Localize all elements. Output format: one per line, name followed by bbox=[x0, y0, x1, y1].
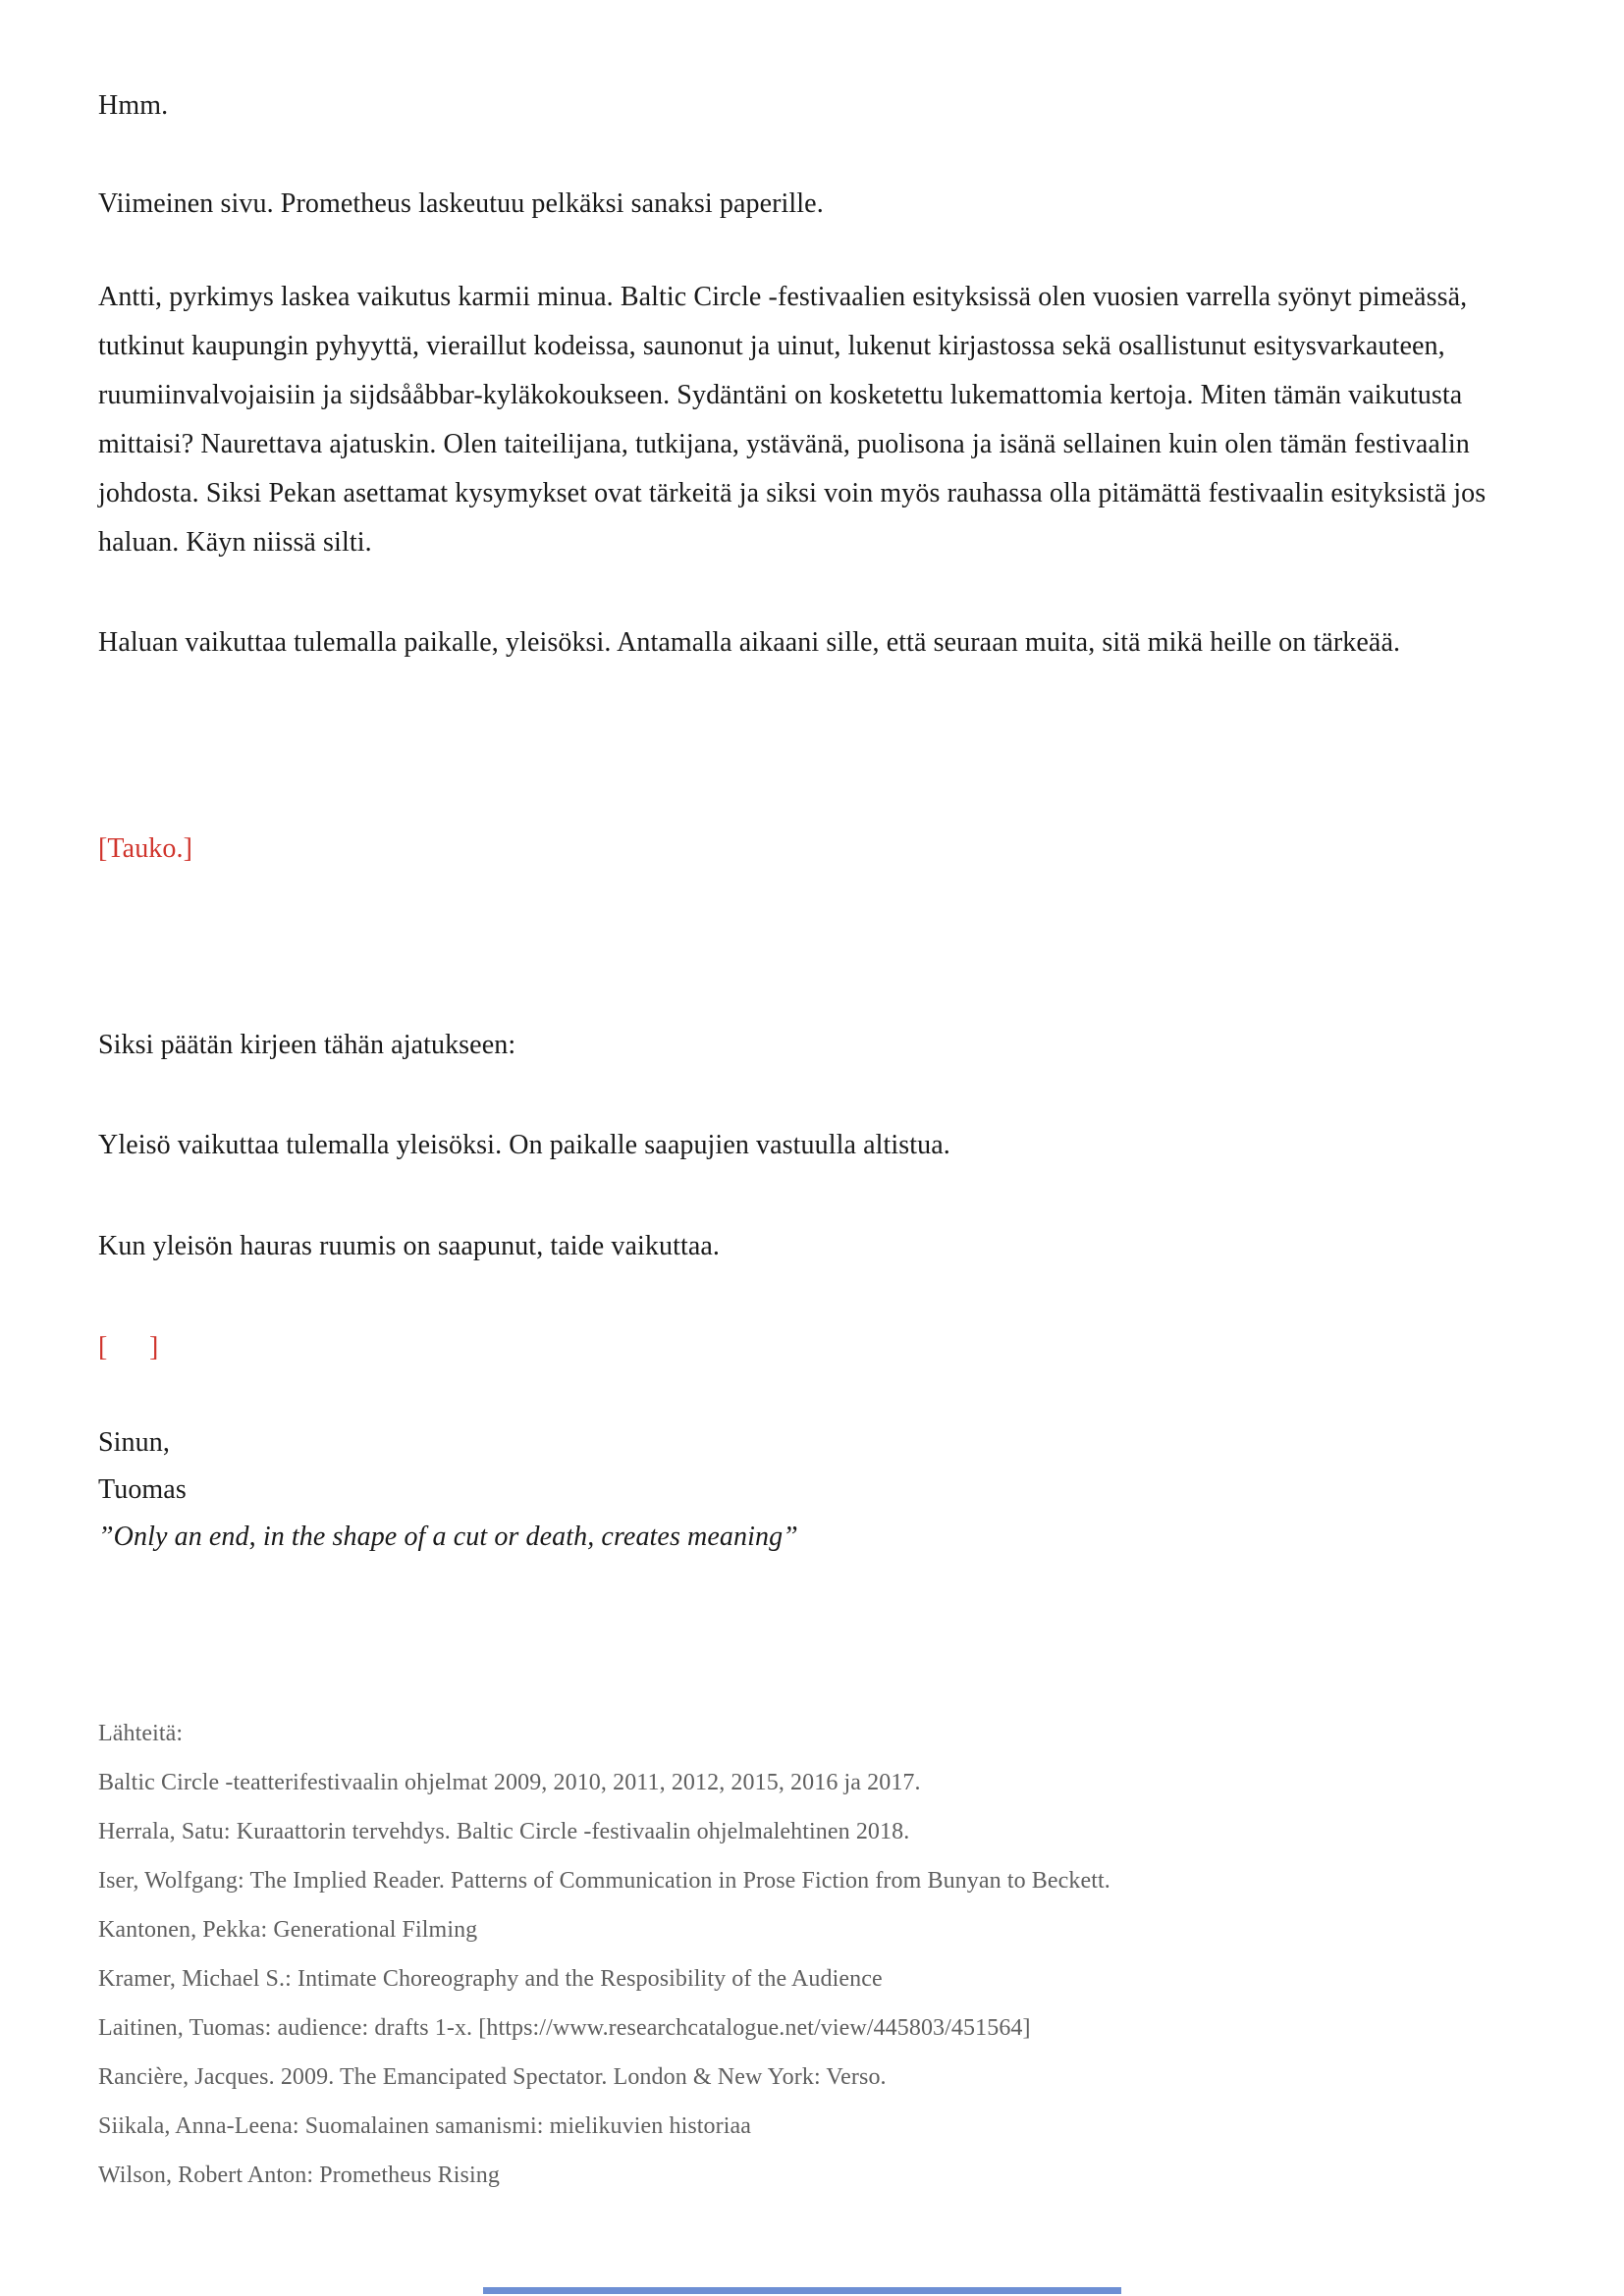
paragraph-viimeinen-sivu: Viimeinen sivu. Prometheus laskeutuu pelkäksi sanaksi paperille. bbox=[98, 188, 824, 219]
source-item: Laitinen, Tuomas: audience: drafts 1-x. [https://www.researchcatalogue.net/view/445803/451564] bbox=[98, 2015, 1031, 2041]
paragraph-hmm: Hmm. bbox=[98, 90, 169, 121]
paragraph-kun-yleison: Kun yleisön hauras ruumis on saapunut, taide vaikuttaa. bbox=[98, 1231, 721, 1261]
closing-quote: ”Only an end, in the shape of a cut or death, creates meaning” bbox=[98, 1522, 798, 1552]
bottom-blue-bar bbox=[483, 2287, 1121, 2294]
source-item: Baltic Circle -teatterifestivaalin ohjelmat 2009, 2010, 2011, 2012, 2015, 2016 ja 2017. bbox=[98, 1770, 921, 1795]
signoff-tuomas: Tuomas bbox=[98, 1474, 187, 1505]
paragraph-main-body: Antti, pyrkimys laskea vaikutus karmii minua. Baltic Circle -festivaalien esityksissä olen vuosien varrella syönyt pimeässä, tutkinut kaupungin pyhyyttä, vieraillut kodeissa, saunonut ja uinut, lukenut kirjastossa sekä osallistunut esitysvarkauteen, ruumiinvalvojaisiin ja sijdsååbbar-kyläkokoukseen. Sydäntäni on kosketettu lukemattomia kertoja. Miten tämän vaikutusta mittaisi? Naurettava ajatuskin. Olen taiteilijana, tutkijana, ystävänä, puolisona ja isänä sellainen kuin olen tämän festivaalin johdosta. Siksi Pekan asettamat kysymykset ovat tärkeitä ja siksi voin myös rauhassa olla pitämättä festivaalin esityksistä jos haluan. Käyn niissä silti. bbox=[98, 282, 1487, 558]
paragraph-haluan-vaikuttaa: Haluan vaikuttaa tulemalla paikalle, yleisöksi. Antamalla aikaani sille, että seuraan muita, sitä mikä heille on tärkeää. bbox=[98, 627, 1401, 658]
source-item: Siikala, Anna-Leena: Suomalainen samanismi: mielikuvien historiaa bbox=[98, 2113, 752, 2139]
source-item: Iser, Wolfgang: The Implied Reader. Patterns of Communication in Prose Fiction from Bunyan to Beckett. bbox=[98, 1868, 1110, 1894]
signoff-sinun: Sinun, bbox=[98, 1427, 170, 1458]
pause-marker: [Tauko.] bbox=[98, 833, 193, 864]
paragraph-siksi-paatan: Siksi päätän kirjeen tähän ajatukseen: bbox=[98, 1030, 516, 1060]
signoff-block bbox=[98, 1419, 1542, 1561]
source-item: Wilson, Robert Anton: Prometheus Rising bbox=[98, 2163, 500, 2188]
source-item: Herrala, Satu: Kuraattorin tervehdys. Baltic Circle -festivaalin ohjelmalehtinen 2018. bbox=[98, 1819, 910, 1844]
source-item: Kantonen, Pekka: Generational Filming bbox=[98, 1917, 478, 1943]
sources-heading: Lähteitä: bbox=[98, 1721, 184, 1746]
sources-section bbox=[98, 1709, 1542, 2200]
empty-bracket-marker: [ ] bbox=[98, 1332, 159, 1362]
source-item: Rancière, Jacques. 2009. The Emancipated Spectator. London & New York: Verso. bbox=[98, 2064, 887, 2090]
source-item: Kramer, Michael S.: Intimate Choreography and the Resposibility of the Audience bbox=[98, 1966, 883, 1992]
paragraph-yleiso-vaikuttaa: Yleisö vaikuttaa tulemalla yleisöksi. On paikalle saapujien vastuulla altistua. bbox=[98, 1130, 950, 1160]
